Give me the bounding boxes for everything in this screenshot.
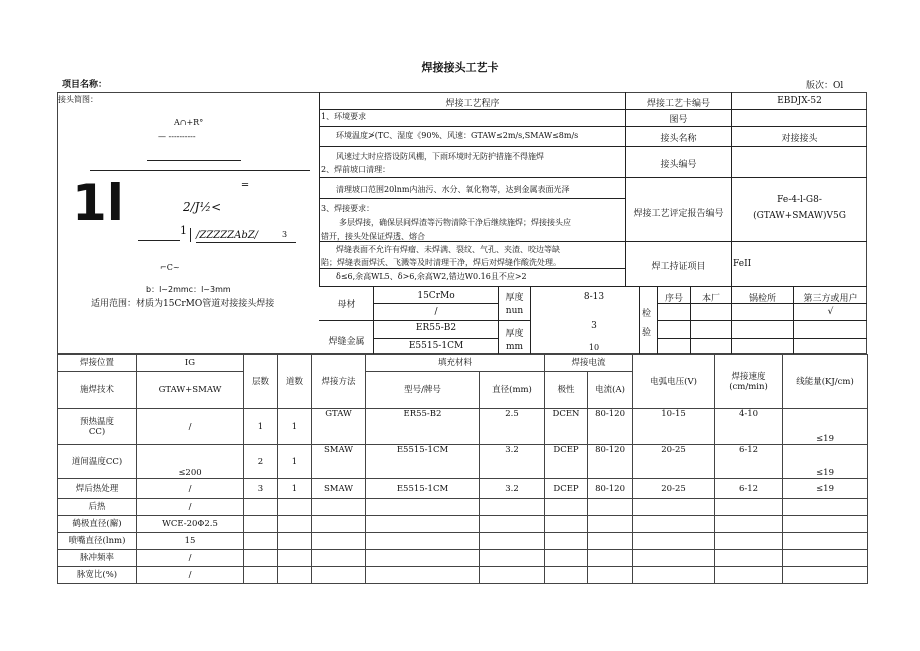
root-mark: 1: [180, 224, 187, 237]
weld-metal-value2: E5515-1CM: [408, 341, 464, 351]
thickness-unit: nun: [505, 306, 524, 316]
sketch-label: 接头简图：: [58, 95, 98, 104]
table-row: 后热 /: [58, 499, 868, 516]
third-party-label: 第三方或用户: [803, 294, 858, 304]
table-row: 预热温度 CC) / 1 1 GTAW ER55-B2 2.5 DCEN 80-120 10-15 4-10 ≤19: [58, 409, 868, 445]
table-row: 喷嘴直径(lnm) 15: [58, 533, 868, 550]
equal-mark: ═: [242, 180, 249, 191]
thickness2-unit: mm: [505, 342, 524, 352]
thickness-mark: 3: [282, 230, 288, 239]
version-label: 版次：Ol: [806, 81, 844, 91]
guide-line: [147, 160, 241, 161]
procedure-line: δ≤6,余高WL5、δ>6,余高W2,错边W0.16且不应>2: [336, 272, 527, 281]
position-label: 焊接位置: [58, 355, 137, 372]
checkmark-icon: √: [827, 307, 834, 317]
parameters-table: [57, 354, 868, 584]
joint-profile-mark: 1l: [72, 174, 124, 232]
plate-edge: [190, 228, 191, 242]
thickness2-value: 3: [591, 321, 597, 331]
base-metal-label: 母材: [337, 300, 356, 310]
pqr-label: 焊接工艺评定报告编号: [633, 209, 724, 219]
table-row: 焊后热处理 / 3 1 SMAW E5515-1CM 3.2 DCEP 80-120 20-25 6-12 ≤19: [58, 479, 868, 499]
procedure-header: 焊接工艺程序: [445, 99, 500, 109]
base-metal-value: 15CrMo: [417, 291, 455, 301]
inspection-label-1: 检: [642, 309, 652, 319]
groove-angle-label: A∩+R°: [174, 118, 204, 127]
table-row: 鹤极直径(廨) WCE-20Φ2.5: [58, 516, 868, 533]
welder-cert-label: 焊工持证项目: [651, 262, 706, 272]
procedure-line: 陷；焊缝表面焊沃、飞溅等及时清理干净，焊后对焊缝作酸洗处理。: [321, 258, 561, 267]
page-title: 焊接接头工艺卡: [421, 61, 499, 74]
thickness2-label: 厚度: [505, 329, 524, 339]
voltage-header: 电弧电压(V): [633, 355, 715, 409]
table-row: 道间温度CC) ≤200 2 1 SMAW E5515-1CM 3.2 DCEP 80-120 20-25 6-12 ≤19: [58, 445, 868, 479]
weld-metal-label: 焊缝金属: [328, 337, 365, 347]
current-header: 焊接电流: [545, 355, 633, 372]
method-header: 焊接方法: [312, 355, 366, 409]
drawing-no-label: 图号: [669, 115, 688, 125]
guide-line: [90, 170, 310, 171]
base-metal-value2: /: [434, 307, 438, 317]
procedure-line: 3、焊接要求：: [321, 204, 375, 213]
joint-name-label: 接头名称: [660, 134, 697, 144]
base-line: [138, 240, 180, 241]
pqr-value-line1: Fe-4-l-G8-: [777, 195, 822, 205]
energy-header: 线能量(KJ/cm): [783, 355, 868, 409]
procedure-line: 错开，接头处保证焊透、熔合: [321, 232, 425, 241]
procedure-line: 焊缝表面不允许有焊瘤、未焊满、裂纹、气孔、夹渣、咬边等缺: [336, 245, 560, 254]
procedure-line: 多层焊接，确保层间焊渣等污物清除干净后继续施焊；焊接接头应: [339, 218, 571, 227]
filler-header: 填充材料: [366, 355, 545, 372]
position-value: IG: [137, 355, 244, 372]
layers-header: 层数: [244, 355, 278, 409]
dimension-text: b：l~2mmc：l~3mm: [146, 285, 231, 294]
technique-label: 施焊技术: [58, 372, 137, 409]
joint-no-label: 接头编号: [660, 160, 697, 170]
table-row: 脉宽比(%) /: [58, 567, 868, 584]
card-no-value: EBDJX-52: [777, 96, 822, 106]
speed-header: 焊接速度 (cm/min): [715, 355, 783, 409]
factory-label: 本厂: [701, 294, 720, 304]
gap-mark: ⌐C~: [160, 263, 180, 272]
thickness-label: 厚度: [505, 293, 524, 303]
dash-line: — ----------: [158, 132, 196, 141]
procedure-line: 清理坡口范围20lnm内油污、水分、氧化物等，达到金属表面光泽: [336, 185, 570, 194]
plate-line: [196, 242, 296, 243]
thickness2-value2: 10: [588, 343, 600, 352]
thickness-value: 8-13: [583, 292, 605, 302]
inspection-label-2: 验: [642, 328, 652, 338]
scope-text: 适用范围：材质为15CrMO管道对接接头焊接: [91, 299, 275, 309]
hatch-pattern: /ZZZZZAbZ/: [196, 230, 259, 241]
polarity-header: 极性: [545, 372, 588, 409]
procedure-line: 环境温度≯(TC、湿度《90%、风速：GTAW≤2m/s,SMAW≤8m/s: [336, 131, 579, 140]
model-header: 型号/牌号: [366, 372, 480, 409]
procedure-line: 1、环境要求: [321, 112, 367, 121]
technique-value: GTAW+SMAW: [137, 372, 244, 409]
card-no-label: 焊接工艺卡编号: [646, 99, 710, 109]
seq-label: 序号: [664, 294, 683, 304]
joint-name-value: 对接接头: [781, 134, 818, 144]
weld-metal-value1: ER55-B2: [415, 323, 457, 333]
boiler-inspection-label: 锅检所: [748, 294, 776, 304]
angle-text: 2/J½<: [183, 200, 222, 214]
diameter-header: 直径(mm): [480, 372, 545, 409]
pqr-value-line2: (GTAW+SMAW)V5G: [753, 211, 846, 221]
passes-header: 道数: [278, 355, 312, 409]
procedure-line: 风速过大时应搭设防风棚，下雨环境时无防护措施不得施焊: [336, 152, 544, 161]
procedure-line: 2、焊前坡口清理：: [321, 165, 391, 174]
amperage-header: 电流(A): [588, 372, 633, 409]
welder-cert-value: FeII: [733, 259, 752, 269]
project-name-label: 项目名称：: [62, 80, 108, 90]
table-row: 脉冲频率 /: [58, 550, 868, 567]
